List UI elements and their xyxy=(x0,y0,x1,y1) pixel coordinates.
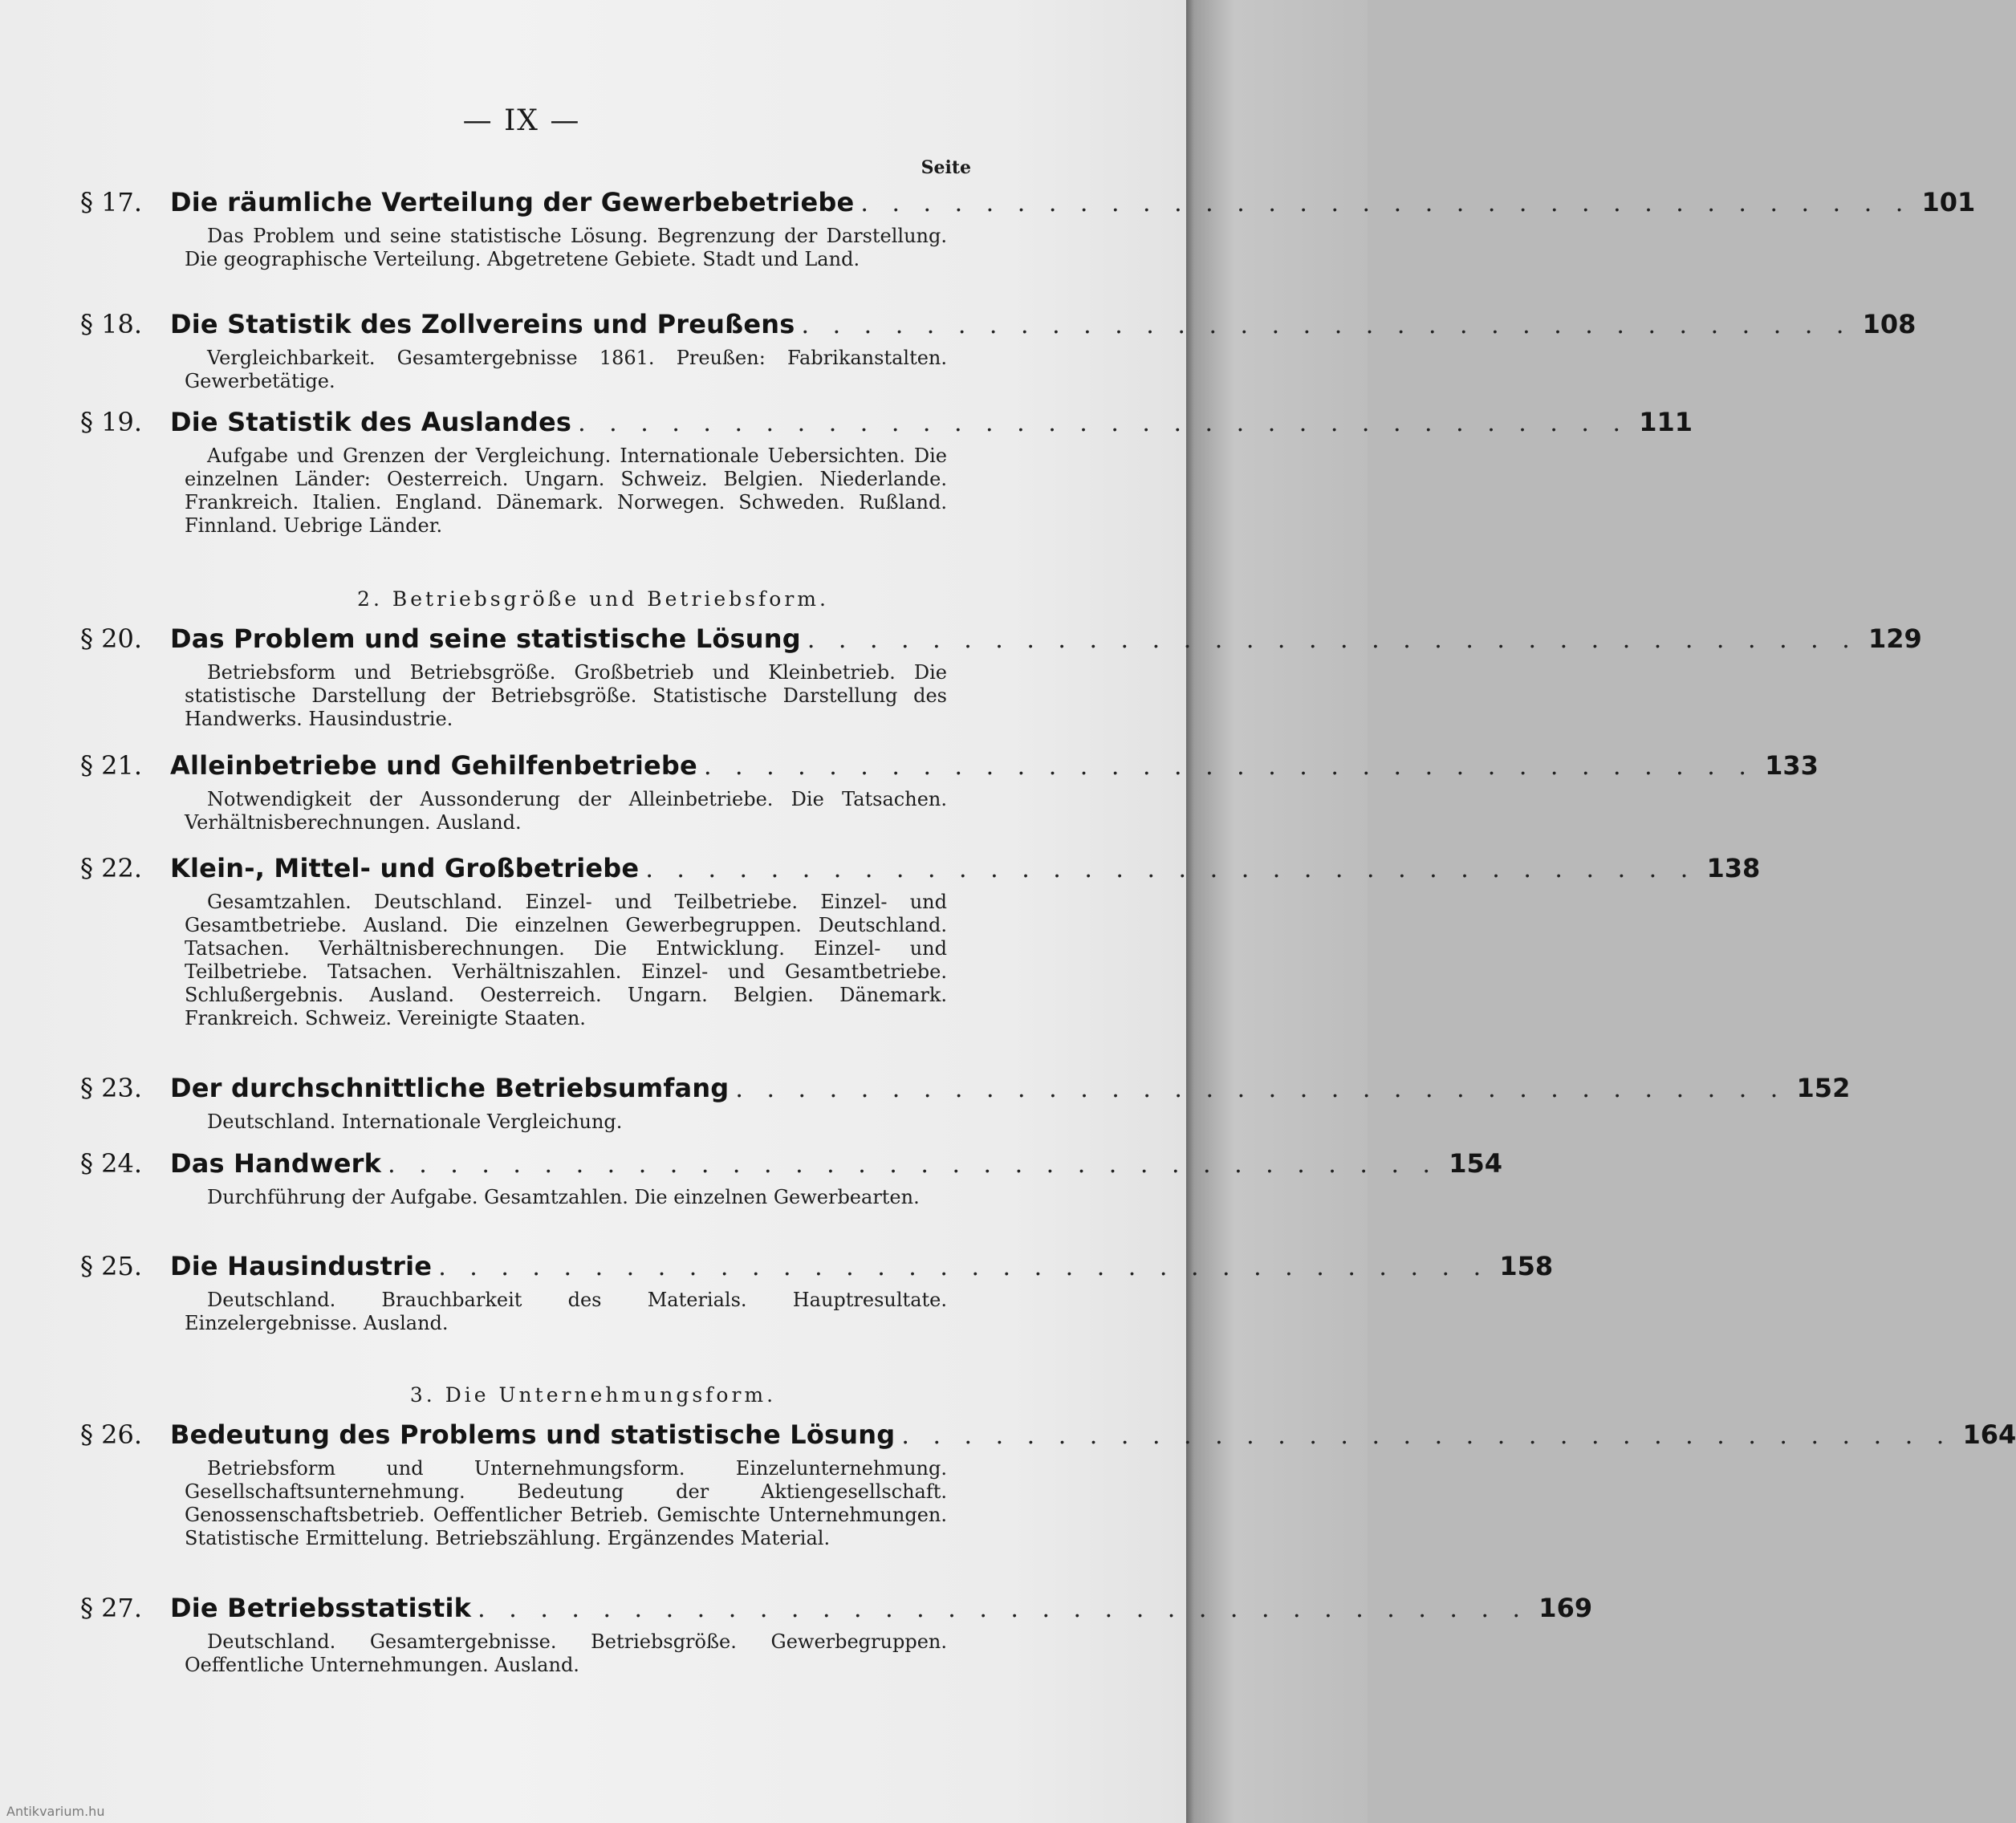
toc-entry xyxy=(80,183,1976,271)
toc-entry xyxy=(80,1069,1851,1134)
entry-number: § 19. xyxy=(80,407,143,437)
entry-title: Alleinbetriebe und Gehilfenbetriebe xyxy=(170,750,697,781)
entry-title: Die räumliche Verteilung der Gewerbebetriebe xyxy=(170,187,855,217)
entry-page: 108 xyxy=(1862,309,1916,339)
entry-page: 158 xyxy=(1499,1251,1554,1281)
dot-leader: . . . . . . . . . . . . . . . . . . . . . . . . . . . . . . . . . . xyxy=(901,1422,1953,1450)
dot-leader: . . . . . . . . . . . . . . . . . . . . . . . . . . . . . . . . . . xyxy=(478,1595,1529,1623)
dot-leader: . . . . . . . . . . . . . . . . . . . . . . . . . . . . . . . . . . xyxy=(735,1075,1786,1103)
dot-leader: . . . . . . . . . . . . . . . . . . . . . . . . . . . . . . . . . . xyxy=(438,1253,1490,1281)
watermark: Antikvarium.hu xyxy=(6,1804,105,1819)
seite-column-label: Seite xyxy=(921,157,971,178)
entry-title: Die Statistik des Auslandes xyxy=(170,407,572,437)
entry-page: 169 xyxy=(1538,1593,1593,1623)
entry-number: § 21. xyxy=(80,750,143,781)
entry-title: Das Handwerk xyxy=(170,1148,382,1179)
section-heading: 2. Betriebsgröße und Betriebsform. xyxy=(357,587,829,611)
entry-number: § 20. xyxy=(80,623,143,654)
dot-leader: . . . . . . . . . . . . . . . . . . . . . . . . . . . . . . . . . . xyxy=(645,855,1697,883)
entry-summary: Deutschland. Gesamtergebnisse. Betriebsgröße. Gewerbegruppen. Oeffentliche Unternehmungen. Ausland. xyxy=(185,1630,947,1676)
entry-summary: Gesamtzahlen. Deutschland. Einzel- und Teilbetriebe. Einzel- und Gesamtbetriebe. Ausland. Die einzelnen Gewerbegruppen. Deutschland. Tatsachen. Verhältnisberechnungen. Die Entwicklung. Einzel- und Teilbetriebe. Tatsachen. Verhältniszahlen. Einzel- und Gesamtbetriebe. Schlußergebnis. Ausland. Oesterreich. Ungarn. Belgien. Dänemark. Frankreich. Schweiz. Vereinigte Staaten. xyxy=(185,891,947,1029)
toc-entry xyxy=(80,305,1916,393)
entry-number: § 26. xyxy=(80,1419,143,1450)
dot-leader: . . . . . . . . . . . . . . . . . . . . . . . . . . . . . . . . . . xyxy=(388,1151,1439,1179)
dot-leader: . . . . . . . . . . . . . . . . . . . . . . . . . . . . . . . . . . xyxy=(807,626,1858,654)
entry-page: 133 xyxy=(1765,750,1819,781)
entry-summary: Notwendigkeit der Aussonderung der Alleinbetriebe. Die Tatsachen. Verhältnisberechnungen. Ausland. xyxy=(185,788,947,834)
page-edge-shadow xyxy=(1186,0,1368,1823)
entry-title: Bedeutung des Problems und statistische Lösung xyxy=(170,1419,896,1450)
entry-page: 164 xyxy=(1962,1419,2016,1450)
toc-entry xyxy=(80,1415,2016,1550)
page-number-header: — IX — xyxy=(462,104,581,137)
toc-entry xyxy=(80,619,1922,731)
toc-entry xyxy=(80,1247,1554,1335)
toc-entry xyxy=(80,746,1819,834)
entry-summary: Betriebsform und Unternehmungsform. Einzelunternehmung. Gesellschaftsunternehmung. Bedeutung der Aktiengesellschaft. Genossenschaftsbetrieb. Oeffentlicher Betrieb. Gemischte Unternehmungen. Statistische Ermittelung. Betriebszählung. Ergänzendes Material. xyxy=(185,1457,947,1549)
dot-leader: . . . . . . . . . . . . . . . . . . . . . . . . . . . . . . . . . . xyxy=(703,753,1754,781)
entry-number: § 24. xyxy=(80,1148,143,1179)
entry-number: § 17. xyxy=(80,187,143,217)
dot-leader: . . . . . . . . . . . . . . . . . . . . . . . . . . . . . . . . . . xyxy=(860,189,1912,217)
toc-entry xyxy=(80,1144,1503,1209)
entry-summary: Vergleichbarkeit. Gesamtergebnisse 1861. Preußen: Fabrikanstalten. Gewerbetätige. xyxy=(185,347,947,392)
entry-summary: Durchführung der Aufgabe. Gesamtzahlen. Die einzelnen Gewerbearten. xyxy=(207,1186,920,1208)
dot-leader: . . . . . . . . . . . . . . . . . . . . . . . . . . . . . . . . . . xyxy=(801,311,1852,339)
entry-number: § 27. xyxy=(80,1593,143,1623)
entry-number: § 18. xyxy=(80,309,143,339)
entry-number: § 25. xyxy=(80,1251,143,1281)
entry-page: 152 xyxy=(1796,1073,1851,1103)
entry-page: 111 xyxy=(1639,407,1693,437)
entry-page: 138 xyxy=(1706,853,1761,883)
dot-leader: . . . . . . . . . . . . . . . . . . . . . . . . . . . . . . . . . . xyxy=(578,409,1629,437)
entry-number: § 23. xyxy=(80,1073,143,1103)
entry-title: Das Problem und seine statistische Lösung xyxy=(170,623,801,654)
entry-page: 101 xyxy=(1921,187,1976,217)
entry-summary: Betriebsform und Betriebsgröße. Großbetrieb und Kleinbetrieb. Die statistische Darstellung der Betriebsgröße. Statistische Darstellung des Handwerks. Hausindustrie. xyxy=(185,661,947,730)
entry-summary: Deutschland. Brauchbarkeit des Materials. Hauptresultate. Einzelergebnisse. Ausland. xyxy=(185,1289,947,1334)
entry-title: Der durchschnittliche Betriebsumfang xyxy=(170,1073,730,1103)
entry-summary: Das Problem und seine statistische Lösung. Begrenzung der Darstellung. Die geographische Verteilung. Abgetretene Gebiete. Stadt und Land. xyxy=(185,225,947,270)
entry-page: 129 xyxy=(1868,623,1922,654)
toc-entry xyxy=(80,1589,1593,1677)
entry-title: Die Betriebsstatistik xyxy=(170,1593,472,1623)
entry-number: § 22. xyxy=(80,853,143,883)
section-heading: 3. Die Unternehmungsform. xyxy=(409,1383,777,1407)
entry-title: Die Statistik des Zollvereins und Preußens xyxy=(170,309,795,339)
entry-summary: Deutschland. Internationale Vergleichung. xyxy=(207,1110,623,1133)
entry-title: Die Hausindustrie xyxy=(170,1251,433,1281)
toc-entry xyxy=(80,849,1761,1030)
entry-title: Klein-, Mittel- und Großbetriebe xyxy=(170,853,640,883)
toc-entry xyxy=(80,403,1693,538)
entry-page: 154 xyxy=(1449,1148,1503,1179)
entry-summary: Aufgabe und Grenzen der Vergleichung. Internationale Uebersichten. Die einzelnen Länder: Oesterreich. Ungarn. Schweiz. Belgien. Niederlande. Frankreich. Italien. England. Dänemark. Norwegen. Schweden. Rußland. Finnland. Uebrige Länder. xyxy=(185,445,947,537)
